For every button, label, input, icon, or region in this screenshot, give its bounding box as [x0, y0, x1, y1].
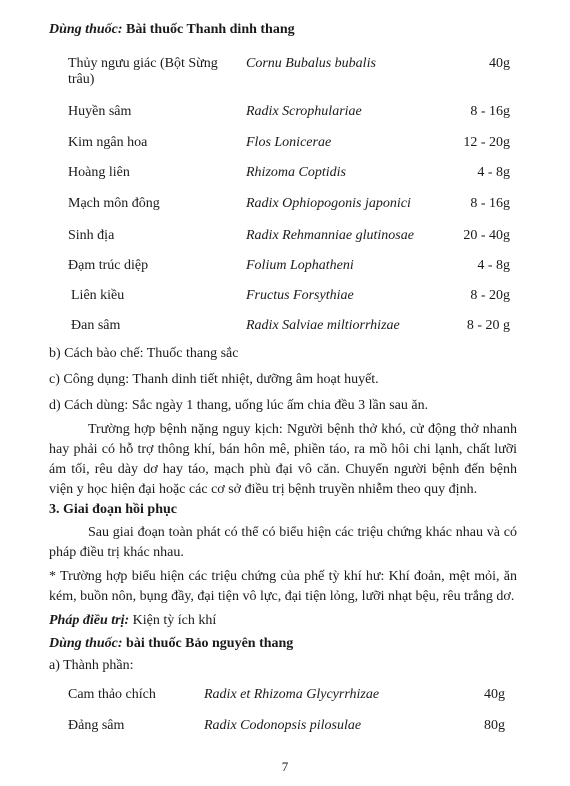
treatment-method: [49, 613, 216, 629]
ingredient-dose: 4 - 8g: [477, 165, 510, 180]
ingredient-name: Đan sâm: [71, 318, 121, 333]
effects-line: c) Công dụng: Thanh dinh tiết nhiệt, dưỡng âm hoạt huyết.: [49, 372, 379, 387]
spleen-deficiency-paragraph: * Trường hợp biểu hiện các triệu chứng của phế tỳ khí hư: Khí đoản, mệt mỏi, ăn kém, buồn nôn, bụng đầy, đại tiện vô lực, đại tiện lỏng, lưỡi nhạt bệu, rêu trắng dơ.: [49, 569, 517, 604]
ingredient-dose: 8 - 16g: [470, 196, 510, 211]
ingredient-name: Kim ngân hoa: [68, 135, 148, 150]
ingredient-dose: 12 - 20g: [463, 135, 510, 150]
ingredient-dose: 40g: [489, 56, 510, 71]
ingredient-name: Mạch môn đông: [68, 196, 160, 211]
ingredient-dose: 20 - 40g: [463, 228, 510, 243]
ingredient-latin: Cornu Bubalus bubalis: [246, 56, 376, 71]
ingredient-name: Thủy ngưu giác (Bột Sừng trâu): [68, 56, 218, 87]
ingredient-latin: Radix Codonopsis pilosulae: [204, 718, 362, 733]
ingredient-latin: Radix et Rhizoma Glycyrrhizae: [204, 687, 380, 702]
ingredient-latin: Flos Lonicerae: [246, 135, 332, 150]
heading-rest: bài thuốc Bảo nguyên thang: [122, 636, 294, 651]
heading-rest: Bài thuốc Thanh dinh thang: [122, 22, 295, 37]
ingredient-dose: 80g: [484, 718, 505, 733]
ingredient-latin: Radix Rehmanniae glutinosae: [246, 228, 414, 243]
ingredient-latin: Folium Lophatheni: [246, 258, 354, 273]
page-number: 7: [281, 759, 289, 774]
severe-case-paragraph: Trường hợp bệnh nặng nguy kịch: Người bệnh thở khó, cử động thở nhanh hay phải có hỗ trợ thông khí, bán hôn mê, phiền táo, ra mồ hôi chi lạnh, chất lưỡi ám tối, rêu dày dơ hay táo, mạch phù đại vô căn. Chuyển người bệnh đến bệnh viện y học hiện đại hoặc các cơ sở điều trị bệnh truyền nhiễm theo quy định.: [49, 422, 517, 497]
ingredient-latin: Radix Salviae miltiorrhizae: [246, 318, 400, 333]
heading-lead: Dùng thuốc:: [49, 636, 123, 651]
method-rest: Kiện tỳ ích khí: [129, 613, 217, 628]
preparation-line: b) Cách bào chế: Thuốc thang sắc: [49, 346, 239, 361]
ingredient-name: Đảng sâm: [68, 718, 125, 733]
ingredient-name: Sinh địa: [68, 228, 115, 243]
prescription-heading-2: [49, 636, 293, 652]
section-heading-recovery: 3. Giai đoạn hồi phục: [49, 502, 177, 517]
ingredient-latin: Fructus Forsythiae: [246, 288, 354, 303]
ingredient-dose: 4 - 8g: [477, 258, 510, 273]
ingredient-latin: Rhizoma Coptidis: [246, 165, 346, 180]
ingredient-dose: 8 - 20 g: [466, 318, 510, 333]
composition-line: a) Thành phần:: [49, 658, 134, 673]
method-lead: Pháp điều trị:: [49, 613, 130, 628]
ingredient-name: Hoàng liên: [68, 165, 130, 180]
ingredient-latin: Radix Ophiopogonis japonici: [246, 196, 411, 211]
recovery-paragraph: Sau giai đoạn toàn phát có thể có biểu hiện các triệu chứng khác nhau và có pháp điều trị khác nhau.: [49, 525, 517, 560]
ingredient-name: Đạm trúc diệp: [68, 258, 149, 273]
ingredient-dose: 40g: [484, 687, 505, 702]
ingredient-dose: 8 - 16g: [470, 104, 510, 119]
usage-line: d) Cách dùng: Sắc ngày 1 thang, uống lúc ấm chia đều 3 lần sau ăn.: [49, 398, 429, 413]
ingredient-name: Huyền sâm: [68, 104, 132, 119]
ingredient-name: Liên kiều: [71, 288, 125, 303]
ingredient-name: Cam thảo chích: [68, 687, 156, 702]
heading-lead: Dùng thuốc:: [49, 22, 123, 37]
ingredient-dose: 8 - 20g: [470, 288, 510, 303]
ingredient-latin: Radix Scrophulariae: [246, 104, 362, 119]
prescription-heading-1: [49, 22, 295, 38]
